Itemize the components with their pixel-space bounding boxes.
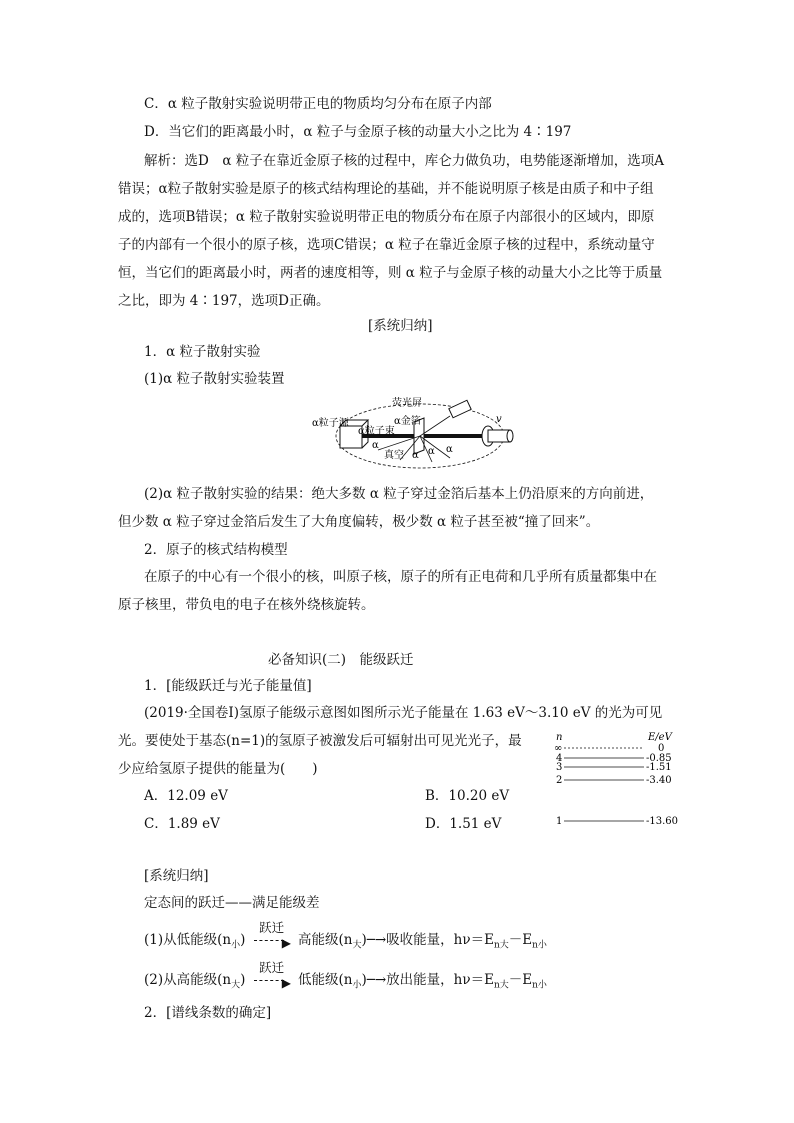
- summary-item-2: 2．原子的核式结构模型: [144, 542, 288, 558]
- label-alpha-4: α: [446, 444, 453, 455]
- level-n-3: 3: [556, 762, 563, 773]
- level-n-1: 1: [556, 816, 563, 827]
- analysis-line-1: 解析：选D α 粒子在靠近金原子核的过程中，库仑力做负功，电势能逐渐增加，选项A: [144, 153, 664, 169]
- level-e-inf: 0: [658, 743, 665, 754]
- energy-e-label: E/eV: [648, 732, 672, 743]
- summary-heading: [系统归纳]: [368, 318, 433, 334]
- summary2-heading: [系统归纳]: [144, 868, 209, 884]
- answer-option-d: D．1.51 eV: [425, 816, 502, 832]
- transition-rule-2: (2)从高能级$(n_大)$ 跃迁 ▶ 低能级$(n_小)─\to$放出能量，$h\nu=E_{n大}-E_{n小}$: [144, 960, 547, 991]
- label-alpha-2: α: [412, 450, 419, 461]
- transition-arrow-2: 跃迁 ▶: [252, 970, 292, 990]
- analysis-line-3: 成的，选项B错误；α 粒子散射实验说明带正电的物质分布在原子内部很小的区域内，即原: [118, 209, 655, 225]
- analysis-line-5: 恒，当它们的距离最小时，两者的速度相等，则 α 粒子与金原子核的动量大小之比等于质量: [118, 265, 663, 281]
- summary-sub-2-line-2: 但少数 α 粒子穿过金箔后发生了大角度偏转，极少数 α 粒子甚至被“撞了回来”。: [118, 514, 600, 530]
- level-n-2: 2: [556, 775, 563, 786]
- alpha-scattering-diagram: [300, 392, 530, 472]
- label-source: α粒子源: [312, 418, 349, 429]
- question-line-3: 少应给氢原子提供的能量为( ): [118, 761, 318, 777]
- summary-sub-2-line-1: (2)α 粒子散射实验的结果：绝大多数 α 粒子穿过金箔后基本上仍沿原来的方向前进，: [144, 486, 654, 502]
- level-n-inf: ∞: [554, 743, 563, 754]
- level-e-4: -0.85: [646, 753, 672, 764]
- section-item-1: 1．[能级跃迁与光子能量值]: [144, 678, 312, 694]
- microscope: [482, 426, 513, 446]
- option-d: D．当它们的距离最小时，α 粒子与金原子核的动量大小之比为 4∶197: [144, 124, 572, 140]
- level-e-1: -13.60: [646, 816, 679, 827]
- option-c: C．α 粒子散射实验说明带正电的物质均匀分布在原子内部: [144, 96, 492, 112]
- energy-n-label: n: [556, 732, 563, 743]
- analysis-line-4: 子的内部有一个很小的原子核，选项C错误；α 粒子在靠近金原子核的过程中，系统动量守: [118, 237, 655, 253]
- analysis-line-2: 错误；α粒子散射实验是原子的核式结构理论的基础，并不能说明原子核是由质子和中子组: [118, 181, 654, 197]
- label-alpha-3: α: [428, 446, 435, 457]
- transition-rule-1: (1)从低能级$(n_小)$ 跃迁 ▶ 高能级$(n_大)─\to$吸收能量，$h\nu=E_{n大}-E_{n小}$: [144, 920, 547, 951]
- answer-option-a: A．12.09 eV: [144, 788, 228, 804]
- level-n-4: 4: [556, 753, 563, 764]
- summary2-item-2: 2．[谱线条数的确定]: [144, 1005, 272, 1021]
- level-e-3: -1.51: [646, 762, 672, 773]
- answer-option-b: B．10.20 eV: [425, 788, 510, 804]
- level-e-2: -3.40: [646, 775, 672, 786]
- answer-option-c: C．1.89 eV: [144, 816, 220, 832]
- label-v: v: [496, 414, 502, 425]
- summary-sub-1: (1)α 粒子散射实验装置: [144, 371, 285, 387]
- label-alpha-1: α: [372, 440, 379, 451]
- summary-item-1: 1．α 粒子散射实验: [144, 344, 261, 360]
- label-screen: 荧光屏: [392, 398, 422, 409]
- analysis-line-6: 之比，即为 4∶197，选项D正确。: [118, 293, 330, 309]
- label-foil: α金箔: [394, 416, 421, 427]
- label-beam: α粒子束: [358, 426, 395, 437]
- section-title: 必备知识(二) 能级跃迁: [268, 652, 414, 668]
- summary-item-2-line-2: 原子核里，带负电的电子在核外绕核旋转。: [118, 597, 375, 613]
- question-line-1: (2019·全国卷Ⅰ)氢原子能级示意图如图所示光子能量在 1.63 eV～3.10 eV 的光为可见: [144, 705, 663, 721]
- transition-arrow-1: 跃迁 ▶: [252, 930, 292, 950]
- summary-item-2-line-1: 在原子的中心有一个很小的核，叫原子核，原子的所有正电荷和几乎所有质量都集中在: [144, 569, 657, 585]
- energy-level-diagram: [548, 730, 688, 830]
- summary2-line-1: 定态间的跃迁——满足能级差: [144, 895, 320, 911]
- question-line-2: 光。要使处于基态(n=1)的氢原子被激发后可辐射出可见光光子，最: [118, 733, 522, 749]
- label-vacuum: 真空: [384, 450, 404, 461]
- fluorescent-screen: [449, 400, 471, 418]
